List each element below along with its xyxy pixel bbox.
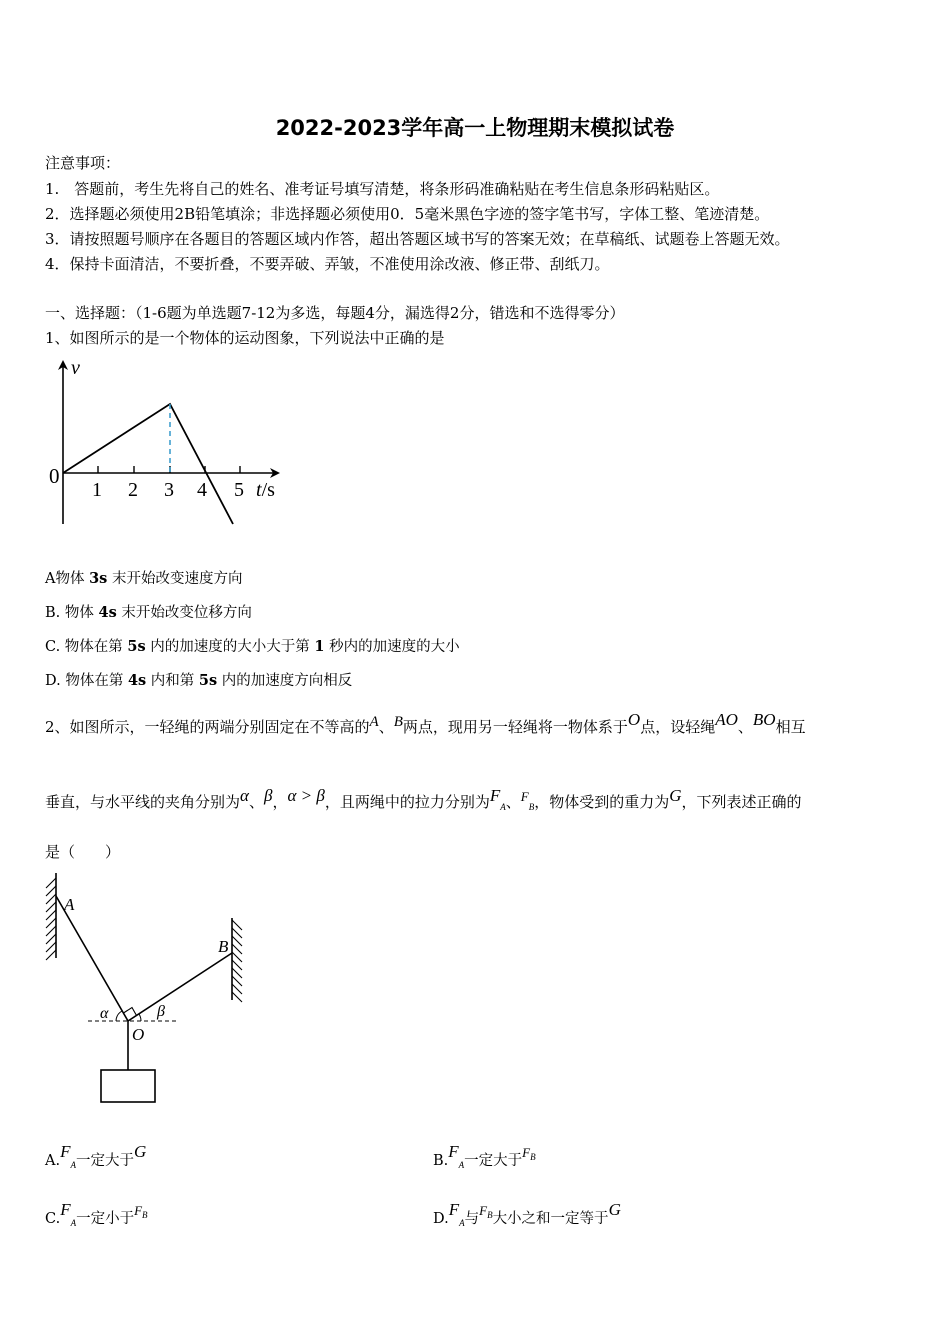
origin-label: 0 <box>49 464 60 488</box>
q1-option-d[interactable]: D. 物体在第 4s 内和第 5s 内的加速度方向相反 <box>45 672 353 689</box>
notice-heading: 注意事项： <box>45 154 121 172</box>
label-b: B <box>218 937 229 956</box>
velocity-line <box>63 404 233 524</box>
q2-option-c[interactable]: $C.F_A$一定小于$F^B$ <box>45 1200 148 1228</box>
q2-option-d[interactable]: $D.F_A$与$F^B$大小之和一定等于G <box>433 1200 621 1228</box>
notice-item-1: 1. 答题前，考生先将自己的姓名、准考证号填写清楚，将条形码准确粘贴在考生信息条形码粘贴区。 <box>45 180 720 198</box>
v-label: v <box>71 357 80 379</box>
q1-option-b[interactable]: B. 物体 4s 末开始改变位移方向 <box>45 604 252 621</box>
question-2-line-2: 垂直，与水平线的夹角分别为α、β，α > β，且两绳中的拉力分别为$F_A$、$F_B$，物体受到的重力为G，下列表述正确的 <box>45 786 802 812</box>
t-axis-label: t/s <box>256 479 275 501</box>
question-2-line-3: 是（ ） <box>45 843 121 861</box>
velocity-time-graph <box>40 352 300 537</box>
tick-label-4: 4 <box>197 479 207 501</box>
q2-option-b[interactable]: $B.F_A$一定大于$F^B$ <box>433 1142 536 1170</box>
page-title: 2022-2023学年高一上物理期末模拟试卷 <box>275 116 675 140</box>
tick-label-3: 3 <box>164 479 174 501</box>
rope-diagram <box>40 868 250 1108</box>
label-beta: β <box>157 1003 165 1020</box>
q1-option-a[interactable]: A物体 3s 末开始改变速度方向 <box>45 570 243 587</box>
tick-label-1: 1 <box>92 479 102 501</box>
label-o: O <box>132 1025 145 1044</box>
notice-item-2: 2．选择题必须使用2B铅笔填涂；非选择题必须使用0．5毫米黑色字迹的签字笔书写，字体工整、笔迹清楚。 <box>45 205 770 223</box>
rope-bo <box>128 953 232 1021</box>
right-angle-mark <box>124 1008 137 1016</box>
q1-option-c[interactable]: C. 物体在第 5s 内的加速度的大小大于第 1 秒内的加速度的大小 <box>45 638 460 655</box>
rope-ao <box>56 896 128 1021</box>
question-2-line-1: 2、如图所示，一轻绳的两端分别固定在不等高的A、B两点，现用另一轻绳将一物体系于O点，设轻绳AO、BO相互 <box>45 710 806 736</box>
tick-label-2: 2 <box>128 479 138 501</box>
wall-a-hatch <box>46 878 56 960</box>
alpha-arc <box>116 1011 122 1021</box>
notice-item-3: 3．请按照题号顺序在各题目的答题区域内作答，超出答题区域书写的答案无效；在草稿纸、试题卷上答题无效。 <box>45 230 790 248</box>
notice-item-4: 4．保持卡面清洁，不要折叠，不要弄破、弄皱，不准使用涂改液、修正带、刮纸刀。 <box>45 255 610 273</box>
question-1-stem: 1、如图所示的是一个物体的运动图象，下列说法中正确的是 <box>45 329 445 347</box>
q2-option-a[interactable]: $A.F_A$一定大于G <box>45 1142 147 1170</box>
section-heading: 一、选择题：（1-6题为单选题7-12为多选，每题4分，漏选得2分，错选和不选得零分） <box>45 304 625 322</box>
label-alpha: α <box>100 1005 109 1022</box>
tick-label-5: 5 <box>234 479 244 501</box>
weight-block <box>101 1070 155 1102</box>
wall-b-hatch <box>232 920 242 1002</box>
label-a: A <box>64 895 75 914</box>
beta-arc <box>139 1014 141 1021</box>
